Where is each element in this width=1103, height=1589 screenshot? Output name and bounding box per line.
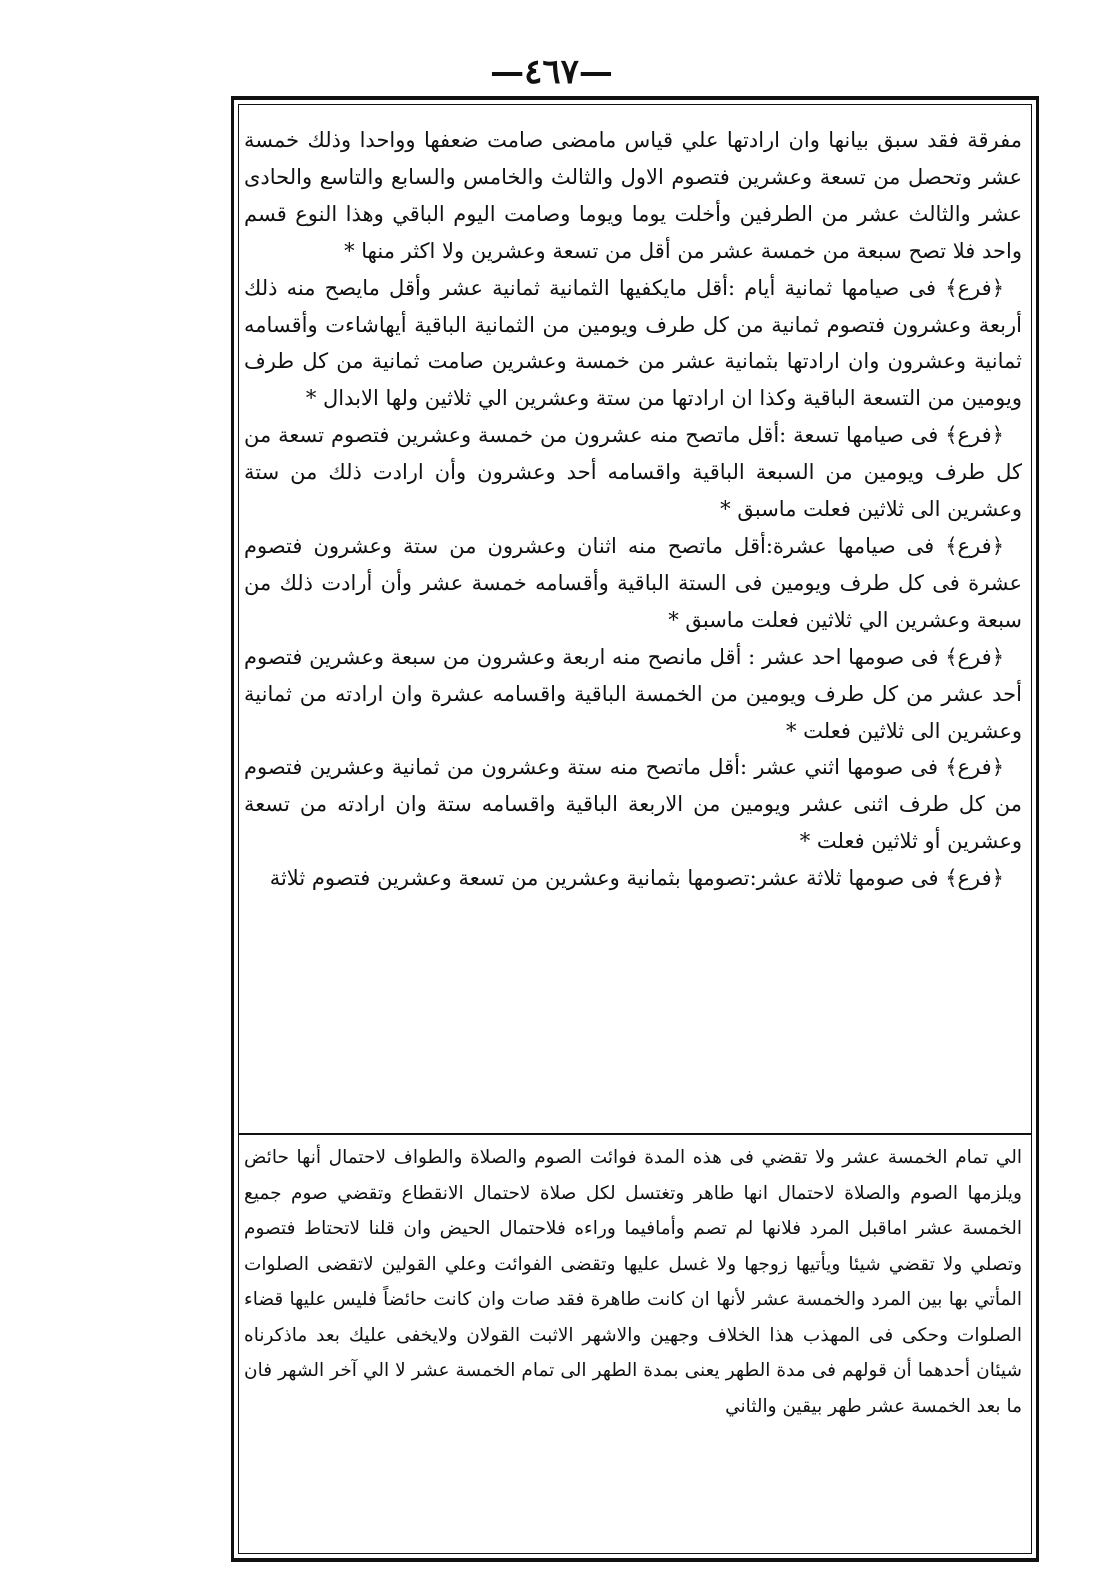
paragraph-fara-9: ﴿فرع﴾ فى صيامها تسعة :أقل ماتصح منه عشرون من خمسة وعشرين فتصوم تسعة من كل طرف ويومين من السبعة الباقية واقسامه أحد وعشرون وأن ارادت ذلك من ستة وعشرين الى ثلاثين فعلت ماسبق * [244, 423, 1022, 522]
footnote-divider [238, 1133, 1032, 1135]
footnote-text: الي تمام الخمسة عشر ولا تقضي فى هذه المدة فوائت الصوم والصلاة والطواف لاحتمال أنها حائض ويلزمها الصوم والصلاة لاحتمال انها طاهر وتغتسل لكل صلاة لاحتمال الانقطاع وتقضي صوم جميع الخمسة عشر اماقبل المرد فلانها لم تصم وأمافيما وراءه فلاحتمال الحيض وان قلنا لاتحتاط فتصوم وتصلي ولا تقضي شيئا ويأتيها زوجها ولا غسل عليها وتقضى الفوائت وعلي القولين لاتقضى الصلوات المأتي بها بين المرد والخمسة عشر لأنها ان كانت طاهرة فقد صات وان كانت حائضاً فليس عليها قضاء الصلوات وحكى فى المهذب هذا الخلاف وجهين والاشهر الاثبت القولان ولايخفى عليك بعد ماذكرناه شيئان أحدهما أن قولهم فى مدة الطهر يعنى بمدة الطهر الى تمام الخمسة عشر لا الي آخر الشهر فان ما بعد الخمسة عشر طهر بيقين والثاني [244, 1147, 1022, 1417]
paragraph-fara-8: ﴿فرع﴾ فى صيامها ثمانية أيام :أقل مايكفيها الثمانية ثمانية عشر وأقل مايصح منه ذلك أربعة وعشرون فتصوم ثمانية من كل طرف ويومين من الثمانية الباقية أيهاشاءت وأقسامه ثمانية وعشرون وان ارادتها بثمانية عشر من خمسة وعشرين صامت ثمانية من كل طرف ويومين من التسعة الباقية وكذا ان ارادتها من ستة وعشرين الي ثلاثين ولها الابدال * [244, 275, 1023, 411]
paragraph-fara-12: ﴿فرع﴾ فى صومها اثني عشر :أقل ماتصح منه ستة وعشرون من ثمانية وعشرين فتصوم من كل طرف اثنى عشر ويومين من الاربعة الباقية واقسامه ستة وان ارادته من تسعة وعشرين أو ثلاثين فعلت * [244, 755, 1022, 854]
paragraph-fara-10: ﴿فرع﴾ فى صيامها عشرة:أقل ماتصح منه اثنان وعشرون من ستة وعشرون فتصوم عشرة فى كل طرف ويومين فى الستة الباقية وأقسامه خمسة عشر وأن أرادت ذلك من سبعة وعشرين الي ثلاثين فعلت ماسبق * [244, 533, 1022, 632]
paragraph-continuation: مفرقة فقد سبق بيانها وان ارادتها علي قياس مامضى صامت ضعفها وواحدا وذلك خمسة عشر وتحصل من تسعة وعشرين فتصوم الاول والثالث والخامس والسابع والتاسع والحادى عشر والثالث عشر من الطرفين وأخلت يوما ويوما وصامت اليوم الباقي وهذا النوع قسم واحد فلا تصح سبعة من خمسة عشر من أقل من تسعة وعشرين ولا اكثر منها * [244, 128, 1022, 263]
page-number: —٤٦٧— [490, 52, 613, 92]
paragraph-fara-13: ﴿فرع﴾ فى صومها ثلاثة عشر:تصومها بثمانية وعشرين من تسعة وعشرين فتصوم ثلاثة [269, 866, 1004, 891]
footnote-section [244, 1140, 1022, 1424]
paragraph-fara-11: ﴿فرع﴾ فى صومها احد عشر : أقل مانصح منه اربعة وعشرون من سبعة وعشرين فتصوم أحد عشر من كل طرف ويومين من الخمسة الباقية واقسامه عشرة وان ارادته من ثمانية وعشرين الى ثلاثين فعلت * [244, 644, 1022, 743]
main-text [244, 122, 1022, 897]
